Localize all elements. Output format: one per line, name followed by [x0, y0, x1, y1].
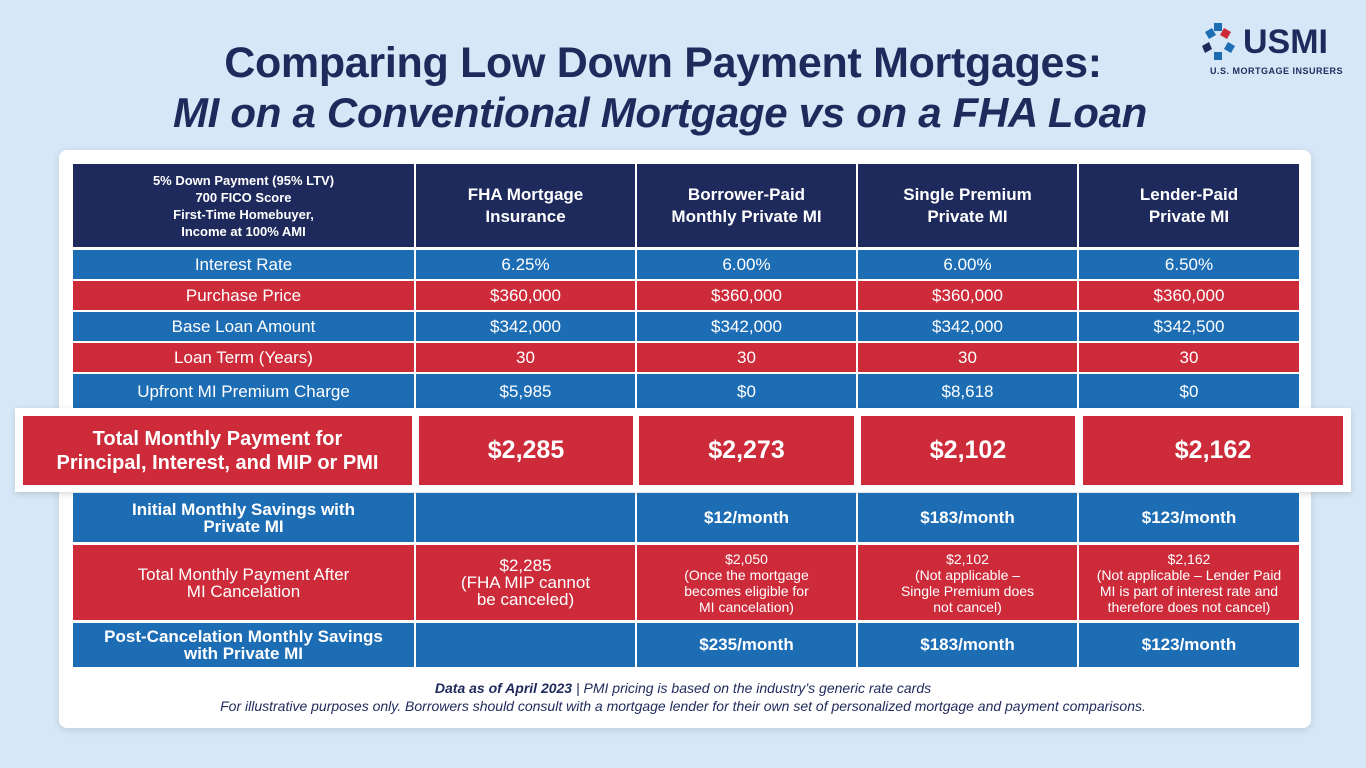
after-cancel-value: $2,050 (Once the mortgage becomes eligible for MI cancelation) [637, 545, 856, 620]
row-value: $5,985 [416, 374, 635, 409]
header-column-3: Single Premium Private MI [858, 164, 1077, 247]
usmi-logo [1196, 20, 1346, 80]
post-savings-value: $235/month [637, 623, 856, 667]
row-value: $0 [1079, 374, 1299, 409]
post-savings-value [416, 623, 635, 667]
row-value: 30 [858, 343, 1077, 372]
row-value: $342,000 [637, 312, 856, 341]
row-value: 30 [637, 343, 856, 372]
usmi-star-mark-icon [1198, 22, 1238, 62]
row-value: 6.50% [1079, 250, 1299, 279]
title-line-2: MI on a Conventional Mortgage vs on a FHA Loan [172, 89, 1148, 136]
row-label: Interest Rate [73, 250, 414, 279]
title-line-1: Comparing Low Down Payment Mortgages: [224, 39, 1102, 87]
header-column-2: Borrower-Paid Monthly Private MI [637, 164, 856, 247]
row-value: $342,500 [1079, 312, 1299, 341]
row-label: Purchase Price [73, 281, 414, 310]
total-monthly-value: $2,273 [639, 416, 854, 485]
row-label: Loan Term (Years) [73, 343, 414, 372]
initial-savings-value: $12/month [637, 493, 856, 542]
row-value: $0 [637, 374, 856, 409]
header-criteria: 5% Down Payment (95% LTV) 700 FICO Score First-Time Homebuyer, Income at 100% AMI [73, 164, 414, 247]
initial-savings-value [416, 493, 635, 542]
after-cancel-value: $2,285 (FHA MIP cannot be canceled) [416, 545, 635, 620]
page-title [0, 38, 1366, 138]
total-monthly-value: $2,285 [419, 416, 633, 485]
post-savings-label: Post-Cancelation Monthly Savings with Private MI [73, 623, 414, 667]
post-savings-value: $123/month [1079, 623, 1299, 667]
row-label: Base Loan Amount [73, 312, 414, 341]
row-value: $8,618 [858, 374, 1077, 409]
total-monthly-value: $2,162 [1083, 416, 1343, 485]
row-value: 30 [416, 343, 635, 372]
logo-subtitle: U.S. MORTGAGE INSURERS [1210, 66, 1344, 76]
post-savings-value: $183/month [858, 623, 1077, 667]
row-value: $342,000 [858, 312, 1077, 341]
row-value: 30 [1079, 343, 1299, 372]
header-column-1: FHA Mortgage Insurance [416, 164, 635, 247]
after-cancel-label: Total Monthly Payment After MI Cancelation [73, 545, 414, 620]
row-value: $360,000 [1079, 281, 1299, 310]
initial-savings-value: $183/month [858, 493, 1077, 542]
footnote-pricing: | PMI pricing is based on the industry’s generic rate cards [572, 680, 932, 696]
after-cancel-value: $2,102 (Not applicable – Single Premium does not cancel) [858, 545, 1077, 620]
header-column-4: Lender-Paid Private MI [1079, 164, 1299, 247]
row-label: Upfront MI Premium Charge [73, 374, 414, 409]
total-monthly-value: $2,102 [861, 416, 1075, 485]
total-monthly-label: Total Monthly Payment for Principal, Interest, and MIP or PMI [23, 416, 412, 485]
footnote-disclaimer: For illustrative purposes only. Borrowers should consult with a mortgage lender for their own set of personalized mortgage and payment comparisons. [220, 698, 1146, 714]
initial-savings-label: Initial Monthly Savings with Private MI [73, 493, 414, 542]
row-value: 6.00% [858, 250, 1077, 279]
row-value: $342,000 [416, 312, 635, 341]
footnote-date: Data as of April 2023 [434, 680, 573, 696]
initial-savings-value: $123/month [1079, 493, 1299, 542]
row-value: $360,000 [416, 281, 635, 310]
row-value: 6.25% [416, 250, 635, 279]
logo-name: USMI [1243, 23, 1328, 61]
row-value: $360,000 [858, 281, 1077, 310]
row-value: 6.00% [637, 250, 856, 279]
footnote-data-source [0, 680, 1366, 696]
row-value: $360,000 [637, 281, 856, 310]
after-cancel-value: $2,162 (Not applicable – Lender Paid MI is part of interest rate and therefore does not cancel) [1079, 545, 1299, 620]
